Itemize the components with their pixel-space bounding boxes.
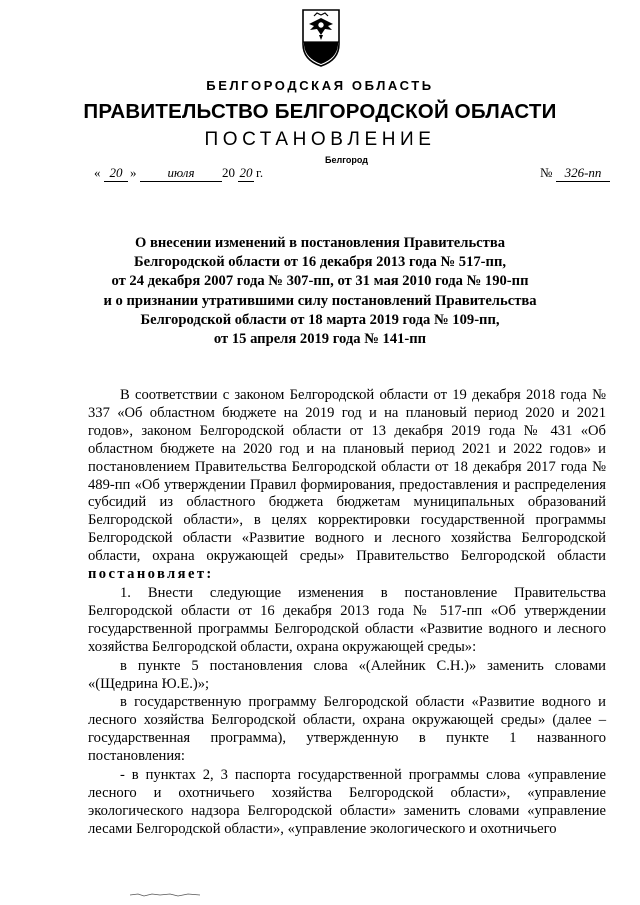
doc-number-sign: № bbox=[540, 165, 553, 180]
city-name: Белгород bbox=[325, 155, 368, 165]
subject-line: О внесении изменений в постановления Правительства bbox=[134, 235, 506, 251]
subject-line: Белгородской области от 18 марта 2019 года № 109-пп, bbox=[140, 311, 500, 328]
document-subject bbox=[60, 234, 580, 349]
preamble-paragraph bbox=[88, 387, 606, 584]
date-month: июля bbox=[140, 165, 222, 182]
subject-line: от 24 декабря 2007 года № 307-пп, от 31 мая 2010 года № 190-пп bbox=[111, 273, 529, 290]
region-title: БЕЛГОРОДСКАЯ ОБЛАСТЬ bbox=[206, 78, 434, 93]
preamble-text: В соответствии с законом Белгородской области от 19 декабря 2018 года № 337 «Об областном бюджете на 2019 год и на плановый период 2020 и 2021 годов», законом Белгородской области от 13 декабря 2019 года № 431 «Об областном бюджете на 2020 год и на плановый период 2021 и 2022 годов» и постановлением Правительства Белгородской области от 18 декабря 2017 года № 489-пп «Об утверждении Правил формирования, предоставления и распределения субсидий из областного бюджета бюджетам муниципальных образований Белгородской области», в целях корректировки государственной программы Белгородской области «Развитие водного и лесного хозяйства Белгородской области, охрана окружающей среды» Правительство Белгородской области bbox=[88, 387, 606, 565]
date-number-line bbox=[94, 165, 614, 185]
amendment-paragraph: в пункте 5 постановления слова «(Алейник С.Н.)» заменить словами «(Щедрина Ю.Е.)»; bbox=[88, 657, 606, 692]
date-year-mark: г. bbox=[256, 165, 264, 180]
date-day: 20 bbox=[104, 165, 128, 182]
subject-line: от 15 апреля 2019 года № 141-пп bbox=[213, 331, 427, 348]
amendment-paragraph: в государственную программу Белгородской области «Развитие водного и лесного хозяйства Белгородской области, охрана окружающей среды» (далее – государственная программа), утвержденную в пункте 1 названного постановления: bbox=[88, 694, 606, 765]
date-open-quote: « bbox=[94, 165, 101, 180]
date-close-quote: » bbox=[130, 165, 137, 180]
government-title: ПРАВИТЕЛЬСТВО БЕЛГОРОДСКОЙ ОБЛАСТИ bbox=[83, 100, 557, 123]
subject-line: Белгородской области от 16 декабря 2013 года № 517-пп, bbox=[133, 254, 506, 271]
subject-line: и о признании утратившими силу постановлений Правительства bbox=[103, 292, 537, 309]
document-type: ПОСТАНОВЛЕНИЕ bbox=[204, 129, 436, 150]
resolves-word: постановляет: bbox=[88, 566, 214, 583]
date-year-prefix: 20 bbox=[222, 165, 235, 180]
clause-1-paragraph: 1. Внести следующие изменения в постановление Правительства Белгородской области от 16 декабря 2013 года № 517-пп «Об утверждении государственной программы Белгородской области «Развитие водного и лесного хозяйства Белгородской области, охрана окружающей среды»: bbox=[88, 584, 606, 655]
doc-number: 326-пп bbox=[556, 165, 610, 182]
document-body bbox=[88, 387, 606, 839]
amendment-paragraph: - в пунктах 2, 3 паспорта государственной программы слова «управление лесного и охотничьего хозяйства Белгородской области», «управление экологического надзора Белгородской области» заменить словами «управление лесами Белгородской области», «управление экологического и охотничьего bbox=[88, 767, 606, 837]
date-year-suffix: 20 bbox=[239, 165, 253, 180]
cut-off-text-fragment bbox=[130, 893, 200, 897]
coat-of-arms-icon bbox=[300, 8, 342, 68]
